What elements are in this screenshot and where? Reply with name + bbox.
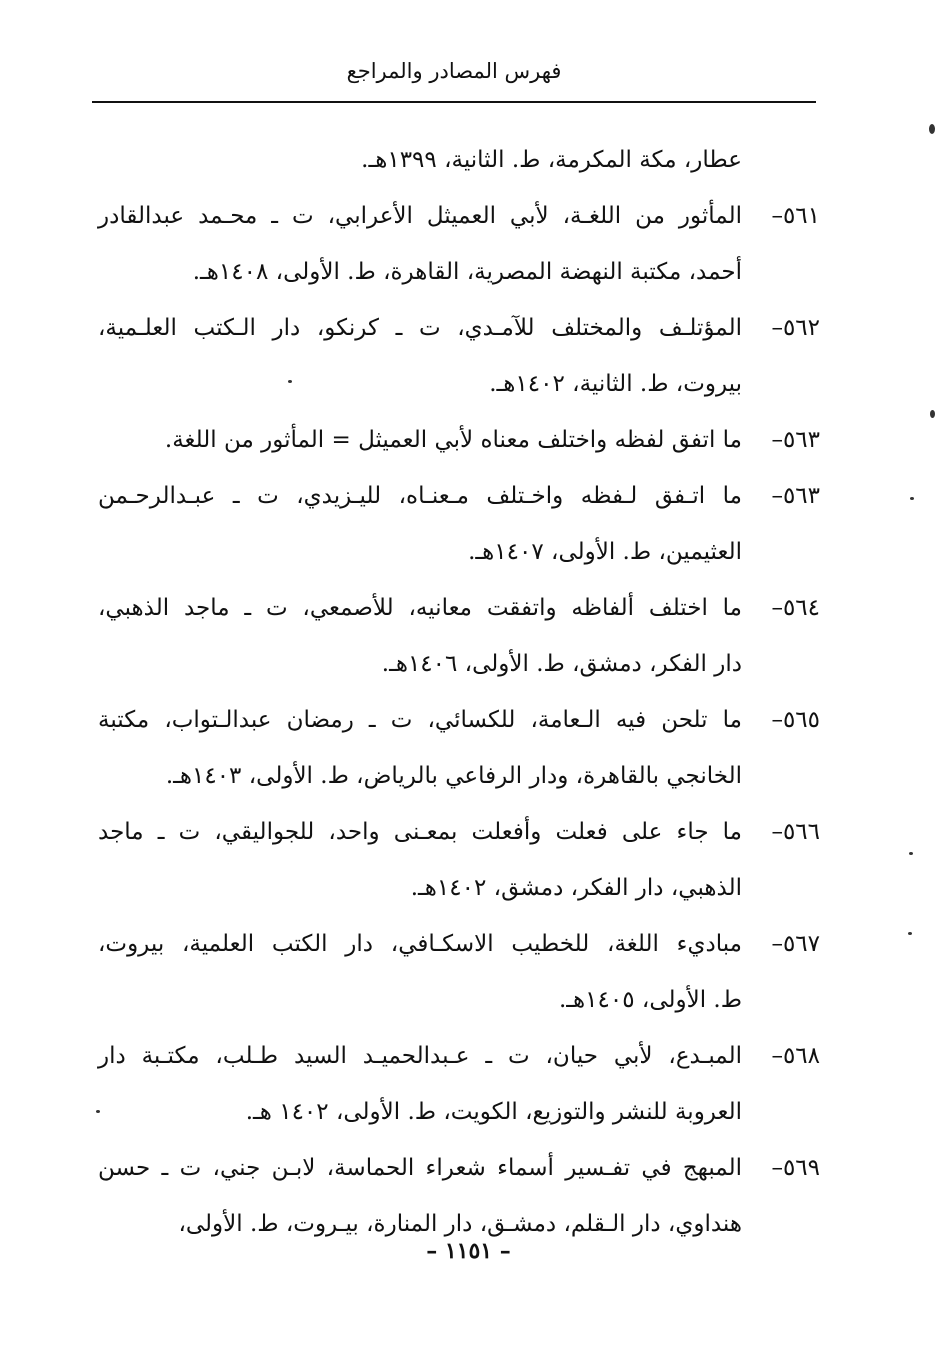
entry-line: المأثور من اللغـة، لأبي العميثل الأعرابي، ت ـ محـمد عبدالقادر <box>98 203 742 229</box>
scan-speck <box>930 410 935 418</box>
entry-line: بيروت، ط. الثانية، ١٤٠٢هـ. <box>489 371 742 397</box>
entry-line: الخانجي بالقاهرة، ودار الرفاعي بالرياض، ط. الأولى، ١٤٠٣هـ. <box>165 763 742 789</box>
entry-text <box>98 468 742 580</box>
entry-number: ٥٦٧– <box>771 931 820 957</box>
continuation-line <box>98 132 820 188</box>
scan-speck <box>910 497 914 500</box>
entry-text <box>98 188 742 300</box>
bibliography-entry <box>98 468 820 580</box>
entry-line: المبهج في تفـسير أسماء شعراء الحماسة، لابـن جني، ت ـ حسن <box>98 1155 742 1181</box>
entry-line: ط. الأولى، ١٤٠٥هـ. <box>558 987 742 1013</box>
bibliography-entry <box>98 804 820 916</box>
running-header: فهرس المصادر والمراجع <box>346 59 562 83</box>
scan-speck <box>909 852 913 855</box>
entry-line: العثيمين، ط. الأولى، ١٤٠٧هـ. <box>468 539 742 565</box>
scan-speck <box>929 124 935 134</box>
page-number: – ١١٥١ – <box>426 1238 511 1264</box>
entry-line: هنداوي، دار الـقلم، دمشـق، دار المنارة، بيـروت، ط. الأولى، <box>178 1211 742 1237</box>
continuation-text: عطار، مكة المكرمة، ط. الثانية، ١٣٩٩هـ. <box>361 147 742 173</box>
entry-line: الذهبي، دار الفكر، دمشق، ١٤٠٢هـ. <box>410 875 742 901</box>
header-rule <box>92 101 816 103</box>
bibliography-entry <box>98 188 820 300</box>
entry-number: ٥٦٦– <box>771 819 820 845</box>
entry-line: ما اتـفق لـفظه واخـتلف مـعنـاه، لليـزيدي، ت ـ عبـدالرحـمن <box>98 483 742 509</box>
entry-line: المبـدع، لأبي حيان، ت ـ عـبدالحميـد السيد طـلب، مكتـبة دار <box>98 1043 742 1069</box>
entry-number: ٥٦٣– <box>771 427 820 453</box>
entry-line: ما اختلف ألفاظه واتفقت معانيه، للأصمعي، ت ـ ماجد الذهبي، <box>98 595 743 621</box>
entry-number: ٥٦٩– <box>771 1155 820 1181</box>
entry-line: المؤتلـف والمختلف للآمـدي، ت ـ كرنكو، دار الـكتب العلـمية، <box>98 315 742 341</box>
entry-number: ٥٦٥– <box>771 707 820 733</box>
entry-line: ما اتفق لفظه واختلف معناه لأبي العميثل = المأثور من اللغة. <box>164 427 742 453</box>
entry-line: ما تلحن فيه الـعامة، للكسائي، ت ـ رمضان عبدالـتواب، مكتبة <box>98 707 742 733</box>
bibliography-entry <box>98 580 820 692</box>
bibliography-entry <box>98 692 820 804</box>
entry-line: العروبة للنشر والتوزيع، الكويت، ط. الأولى، ١٤٠٢ هـ. <box>245 1099 742 1125</box>
entry-line: أحمد، مكتبة النهضة المصرية، القاهرة، ط. الأولى، ١٤٠٨هـ. <box>192 259 742 285</box>
bibliography-entry <box>98 412 820 468</box>
entry-text <box>98 916 742 1028</box>
entry-line: دار الفكر، دمشق، ط. الأولى، ١٤٠٦هـ. <box>381 651 742 677</box>
entry-line: ما جاء على فعلت وأفعلت بمعـنى واحد، للجواليقي، ت ـ ماجد <box>98 819 742 845</box>
bibliography-list <box>98 132 820 1252</box>
scan-speck <box>908 932 912 935</box>
entry-number: ٥٦٣– <box>771 483 820 509</box>
entry-text <box>98 1028 742 1140</box>
entry-line: مباديء اللغة، للخطيب الاسكـافي، دار الكتب العلمية، بيروت، <box>98 931 742 957</box>
entry-text <box>98 300 742 412</box>
entry-number: ٥٦١– <box>771 203 820 229</box>
entry-text <box>98 804 742 916</box>
scan-speck <box>96 1110 100 1113</box>
bibliography-entry <box>98 1028 820 1140</box>
entry-number: ٥٦٤– <box>771 595 820 621</box>
entry-number: ٥٦٨– <box>771 1043 820 1069</box>
entry-text <box>98 580 742 692</box>
entry-text <box>98 692 742 804</box>
scan-speck <box>288 380 292 383</box>
entry-text <box>98 412 742 468</box>
bibliography-entry <box>98 916 820 1028</box>
entry-number: ٥٦٢– <box>771 315 820 341</box>
bibliography-entry <box>98 300 820 412</box>
